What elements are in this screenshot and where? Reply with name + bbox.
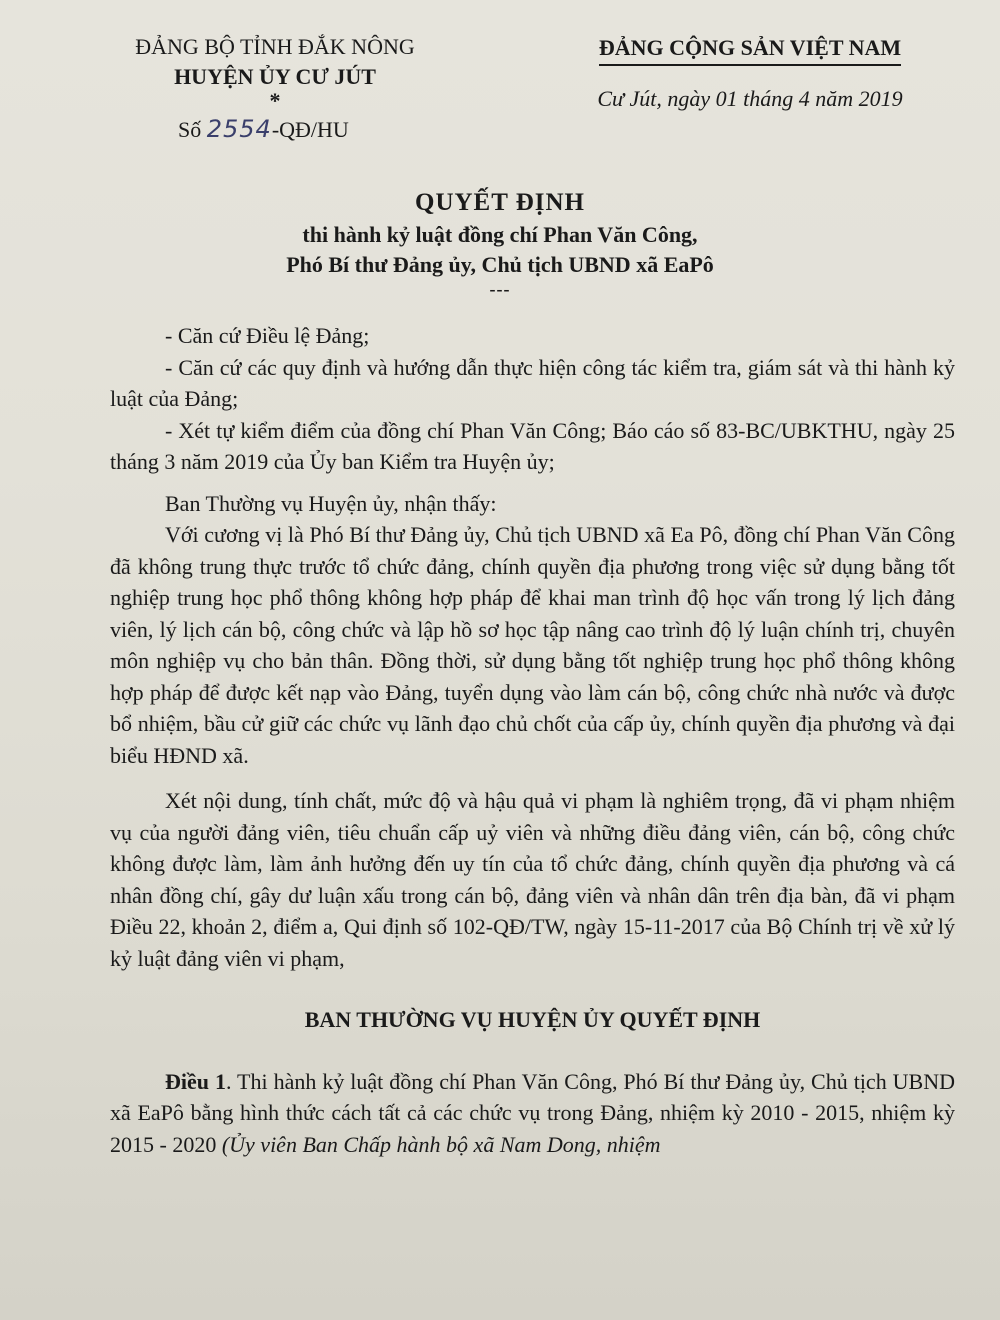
document-subtitle-line-2: Phó Bí thư Đảng ủy, Chủ tịch UBND xã EaPô [286, 252, 714, 277]
article-1-label: Điều 1 [165, 1068, 226, 1094]
article-1-text: . Thi hành kỷ luật đồng chí Phan Văn Công, Phó Bí thư Đảng ủy, Chủ tịch UBND xã EaPô bằng hình thức cách tất cả các chức vụ trong Đảng, nhiệm kỳ 2010 - 2015, nhiệm kỳ 2015 - 2020 [110, 1068, 956, 1157]
org-line-1: ĐẢNG BỘ TỈNH ĐẮK NÔNG [135, 34, 415, 59]
basis-item-1: - Căn cứ Điều lệ Đảng; [165, 323, 370, 348]
place-date: Cư Jút, ngày 01 tháng 4 năm 2019 [597, 86, 903, 111]
star-mark: * [269, 88, 281, 113]
party-header [555, 32, 945, 114]
decision-heading: BAN THƯỜNG VỤ HUYỆN ỦY QUYẾT ĐỊNH [304, 1007, 761, 1032]
issuing-authority [110, 32, 440, 145]
article-1 [110, 1066, 955, 1161]
document-body [110, 320, 955, 1160]
party-name: ĐẢNG CỘNG SẢN VIỆT NAM [599, 32, 901, 66]
doc-number-suffix: -QĐ/HU [271, 117, 349, 142]
finding-paragraph: Với cương vị là Phó Bí thư Đảng ủy, Chủ tịch UBND xã Ea Pô, đồng chí Phan Văn Công đã không trung thực trước tổ chức đảng, chính quyền địa phương trong việc sử dụng bằng tốt nghiệp trung học phổ thông không hợp pháp để khai man trình độ học vấn trong lý lịch đảng viên, lý lịch cán bộ, công chức và lập hồ sơ học tập nâng cao trình độ lý luận chính trị, chuyên môn nghiệp vụ cho bản thân. Đồng thời, sử dụng bằng tốt nghiệp trung học phổ thông không hợp pháp để được kết nạp vào Đảng, tuyển dụng vào làm cán bộ, công chức nhà nước và được bổ nhiệm, bầu cử giữ các chức vụ lãnh đạo chủ chốt của cấp ủy, chính quyền địa phương và đại biểu HĐND xã. [110, 522, 955, 768]
org-line-2: HUYỆN ỦY CƯ JÚT [174, 64, 376, 89]
document-title: QUYẾT ĐỊNH [415, 189, 585, 216]
assessment-paragraph: Xét nội dung, tính chất, mức độ và hậu quả vi phạm là nghiêm trọng, đã vi phạm nhiệm vụ của người đảng viên, tiêu chuẩn cấp uỷ viên và những điều đảng viên, cán bộ, công chức không được làm, làm ảnh hưởng đến uy tín của tổ chức đảng, chính quyền địa phương và cá nhân đồng chí, gây dư luận xấu trong cán bộ, đảng viên và nhân dân trên địa bàn, đã vi phạm Điều 22, khoản 2, điểm a, Qui định số 102-QĐ/TW, ngày 15-11-2017 của Bộ Chính trị về xử lý kỷ luật đảng viên vi phạm, [110, 788, 955, 971]
document-number [110, 114, 440, 145]
doc-number-prefix: Số [178, 117, 207, 142]
handwritten-doc-number: 2554 [206, 115, 272, 143]
title-divider: --- [489, 279, 511, 299]
document-title-block [0, 186, 1000, 298]
committee-intro: Ban Thường vụ Huyện ủy, nhận thấy: [165, 490, 497, 516]
article-1-italic: (Ủy viên Ban Chấp hành bộ xã Nam Dong, nhiệm [221, 1131, 661, 1157]
document-subtitle-line-1: thi hành kỷ luật đồng chí Phan Văn Công, [302, 222, 698, 247]
basis-item-2: - Căn cứ các quy định và hướng dẫn thực hiện công tác kiểm tra, giám sát và thi hành kỷ luật của Đảng; [110, 354, 955, 411]
basis-item-3: - Xét tự kiểm điểm của đồng chí Phan Văn Công; Báo cáo số 83-BC/UBKTHU, ngày 25 tháng 3 năm 2019 của Ủy ban Kiểm tra Huyện ủy; [110, 417, 955, 474]
